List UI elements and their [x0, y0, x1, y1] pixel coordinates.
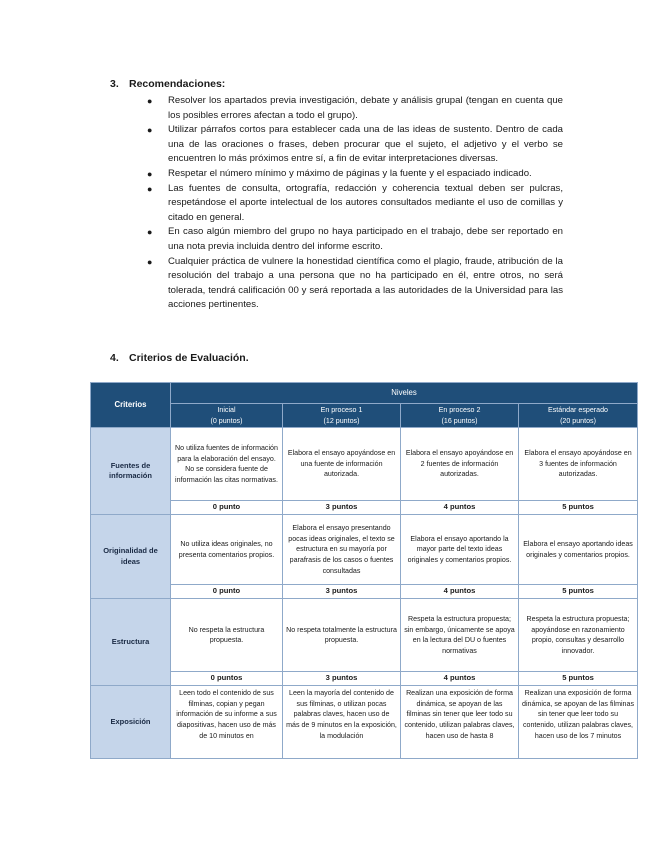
rubric-cell: Leen la mayoría del contenido de sus filminas, o utilizan pocas palabras claves, hacen uso de más de 9 minutos en la exposición, la modulación — [283, 686, 401, 759]
level-header: Estándar esperado (20 puntos) — [519, 404, 638, 428]
table-row — [91, 599, 638, 672]
criteria-header: Criterios — [91, 383, 171, 428]
rubric-cell: No utiliza ideas originales, no presenta comentarios propios. — [171, 515, 283, 585]
rubric-cell: Elabora el ensayo apoyándose en 3 fuentes de información autorizadas. — [519, 428, 638, 501]
criterion-cell: Exposición — [91, 686, 171, 759]
points-cell: 4 puntos — [401, 672, 519, 686]
rubric-cell: Leen todo el contenido de sus filminas, copian y pegan información de su informe a sus diapositivas, hacen uso de más de 10 minutos en — [171, 686, 283, 759]
table-row — [91, 686, 638, 759]
bullet-icon: ● — [147, 256, 153, 267]
recommendations-heading — [110, 78, 225, 90]
points-cell: 4 puntos — [401, 501, 519, 515]
levels-header: Niveles — [171, 383, 638, 404]
rubric-cell: No respeta totalmente la estructura propuesta. — [283, 599, 401, 672]
table-row — [91, 515, 638, 585]
rubric-table — [90, 382, 638, 759]
bullet-icon: ● — [147, 125, 153, 136]
level-header: Inicial (0 puntos) — [171, 404, 283, 428]
points-cell: 3 puntos — [283, 585, 401, 599]
rubric-cell: Respeta la estructura propuesta; apoyándose en razonamiento propio, consultas y desarrollo innovador. — [519, 599, 638, 672]
list-item: ● Resolver los apartados previa investigación, debate y análisis grupal (tengan en cuenta que los posibles errores afectan a todo el grupo). — [147, 95, 563, 121]
bullet-icon: ● — [147, 183, 153, 194]
evaluation-heading — [110, 352, 249, 364]
rubric-cell: Elabora el ensayo apoyándose en una fuente de información autorizada. — [283, 428, 401, 501]
points-cell: 3 puntos — [283, 672, 401, 686]
list-item: ● Las fuentes de consulta, ortografía, redacción y coherencia textual deben ser pulcras, respetándose el aporte intelectual de los autores consultados mediante el uso de comillas y citado en general. — [147, 182, 563, 223]
recommendations-list — [147, 94, 563, 313]
list-item: ● Cualquier práctica de vulnere la honestidad científica como el plagio, fraude, atribución de la resolución del trabajo a una persona que no ha participado en él, entre otros, no será tolerada, tendrá calificación 00 y será reportada a las autoridades de la Universidad para las acciones pertinentes. — [147, 255, 563, 311]
points-row — [91, 501, 638, 515]
rubric-cell: Elabora el ensayo aportando la mayor parte del texto ideas originales y comentarios propios. — [401, 515, 519, 585]
rubric-cell: Elabora el ensayo presentando pocas ideas originales, el texto se estructura en su mayoría por parafrasis de los casos o fuentes consultadas — [283, 515, 401, 585]
recommendations-number: 3. — [110, 78, 119, 90]
points-row — [91, 585, 638, 599]
list-item: ● En caso algún miembro del grupo no haya participado en el trabajo, debe ser reportado en una nota previa incluida dentro del informe escrito. — [147, 226, 563, 252]
table-row — [91, 428, 638, 501]
bullet-icon: ● — [147, 96, 153, 106]
criterion-cell: Fuentes de información — [91, 428, 171, 515]
evaluation-title: Criterios de Evaluación. — [129, 352, 249, 364]
points-cell: 5 puntos — [519, 501, 638, 515]
list-item: ● Respetar el número mínimo y máximo de páginas y la fuente y el espaciado indicado. — [147, 167, 563, 182]
rubric-cell: Elabora el ensayo aportando ideas originales y comentarios propios. — [519, 515, 638, 585]
rubric-cell: Realizan una exposición de forma dinámica, se apoyan de las filminas sin tener que leer todo su contenido, utilizan palabras claves, hacen uso de hasta 8 — [401, 686, 519, 759]
list-item: ● Utilizar párrafos cortos para establecer cada una de las ideas de sustento. Dentro de cada una de las oraciones o frases, deben procurar que el sujeto, el adjetivo y el verbo se encuentren lo más próximos entre sí, a fin de evitar interpretaciones diversas. — [147, 124, 563, 165]
criterion-cell: Estructura — [91, 599, 171, 686]
points-cell: 0 punto — [171, 585, 283, 599]
rubric-cell: No respeta la estructura propuesta. — [171, 599, 283, 672]
points-cell: 0 puntos — [171, 672, 283, 686]
criterion-cell: Originalidad de ideas — [91, 515, 171, 599]
recommendations-title: Recomendaciones: — [129, 78, 226, 90]
rubric-cell: Realizan una exposición de forma dinámica, se apoyan de las filminas sin tener que leer todo su contenido, utilizan palabras claves, hacen uso de los 7 minutos — [519, 686, 638, 759]
points-cell: 5 puntos — [519, 672, 638, 686]
bullet-icon: ● — [147, 227, 153, 238]
points-cell: 0 punto — [171, 501, 283, 515]
points-cell: 4 puntos — [401, 585, 519, 599]
level-header: En proceso 1 (12 puntos) — [283, 404, 401, 428]
rubric-cell: Respeta la estructura propuesta; sin embargo, únicamente se apoya en la lectura del DU o fuentes normativas — [401, 599, 519, 672]
points-row — [91, 672, 638, 686]
bullet-icon: ● — [147, 168, 153, 179]
points-cell: 5 puntos — [519, 585, 638, 599]
level-header: En proceso 2 (16 puntos) — [401, 404, 519, 428]
rubric-cell: No utiliza fuentes de información para la elaboración del ensayo. No se considera fuente de información las citas normativas. — [171, 428, 283, 501]
points-cell: 3 puntos — [283, 501, 401, 515]
evaluation-number: 4. — [110, 352, 119, 364]
rubric-cell: Elabora el ensayo apoyándose en 2 fuentes de información autorizadas. — [401, 428, 519, 501]
